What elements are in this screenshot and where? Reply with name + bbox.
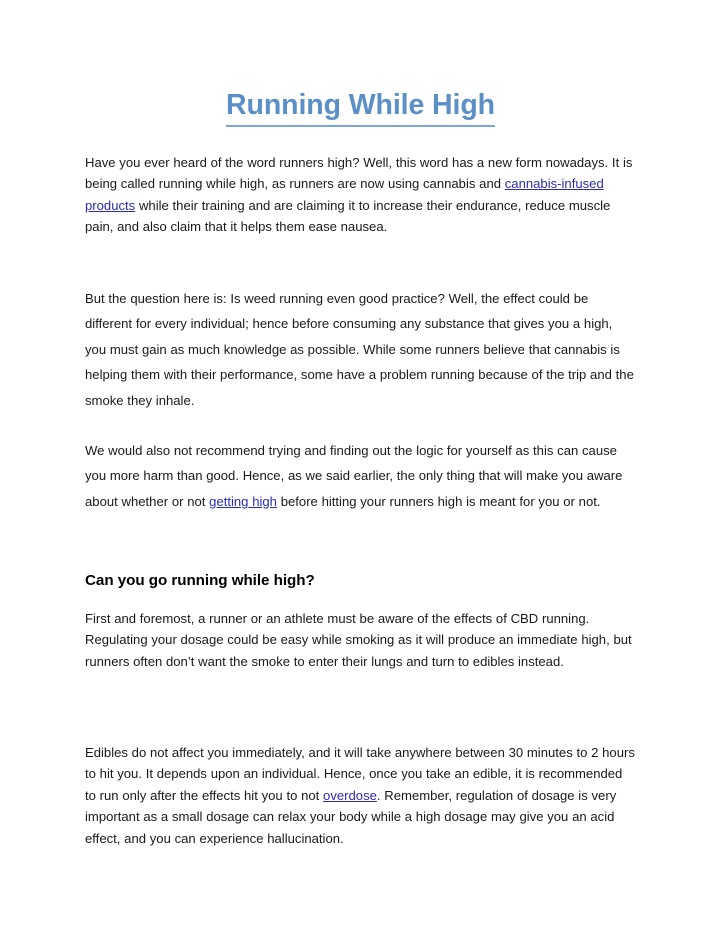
paragraph-intro-text-before-link: Have you ever heard of the word runners high? Well, this word has a new form nowadays. It is being called running while high, as runners are now using cannabis and — [85, 155, 633, 192]
link-overdose[interactable]: overdose — [323, 787, 377, 803]
paragraph-recommendation — [85, 438, 636, 514]
link-cannabis-infused-products[interactable]: cannabis-infused products — [85, 176, 604, 213]
paragraph-dosage-smoking: First and foremost, a runner or an athlete must be aware of the effects of CBD running. Regulating your dosage could be easy while smoking as it will produce an immediate high, but runners often don’t want the smoke to enter their lungs and turn to edibles instead. — [85, 611, 632, 669]
paragraph-recommendation-text-before-link: We would also not recommend trying and finding out the logic for yourself as this can cause you more harm than good. Hence, as we said earlier, the only thing that will make you aware about whether or not — [85, 443, 623, 509]
paragraph-edibles-text-after-link: . Remember, regulation of dosage is very important as a small dosage can relax your body while a high dosage may give you an acid effect, and you can experience hallucination. — [85, 787, 617, 846]
paragraph-recommendation-text-after-link: before hitting your runners high is meant for you or not. — [276, 493, 601, 509]
paragraph-edibles — [85, 742, 636, 849]
section-heading-can-you-go-running: Can you go running while high? — [85, 572, 315, 589]
page-title — [85, 88, 636, 127]
paragraph-question: But the question here is: Is weed running even good practice? Well, the effect could be different for every individual; hence before consuming any substance that gives you a high, you must gain as much knowledge as possible. While some runners believe that cannabis is helping them with their performance, some have a problem running because of the trip and the smoke they inhale. — [85, 291, 634, 408]
paragraph-intro-text-after-link: while their training and are claiming it to increase their endurance, reduce muscle pain, and also claim that it helps them ease nausea. — [85, 197, 611, 235]
paragraph-edibles-text-before-link: Edibles do not affect you immediately, and it will take anywhere between 30 minutes to 2 hours to hit you. It depends upon an individual. Hence, once you take an edible, it is recommended to run only after the effects hit you to not — [85, 745, 635, 803]
paragraph-intro — [85, 152, 636, 238]
link-getting-high[interactable]: getting high — [209, 493, 277, 509]
page-title-text: Running While High — [226, 88, 495, 127]
